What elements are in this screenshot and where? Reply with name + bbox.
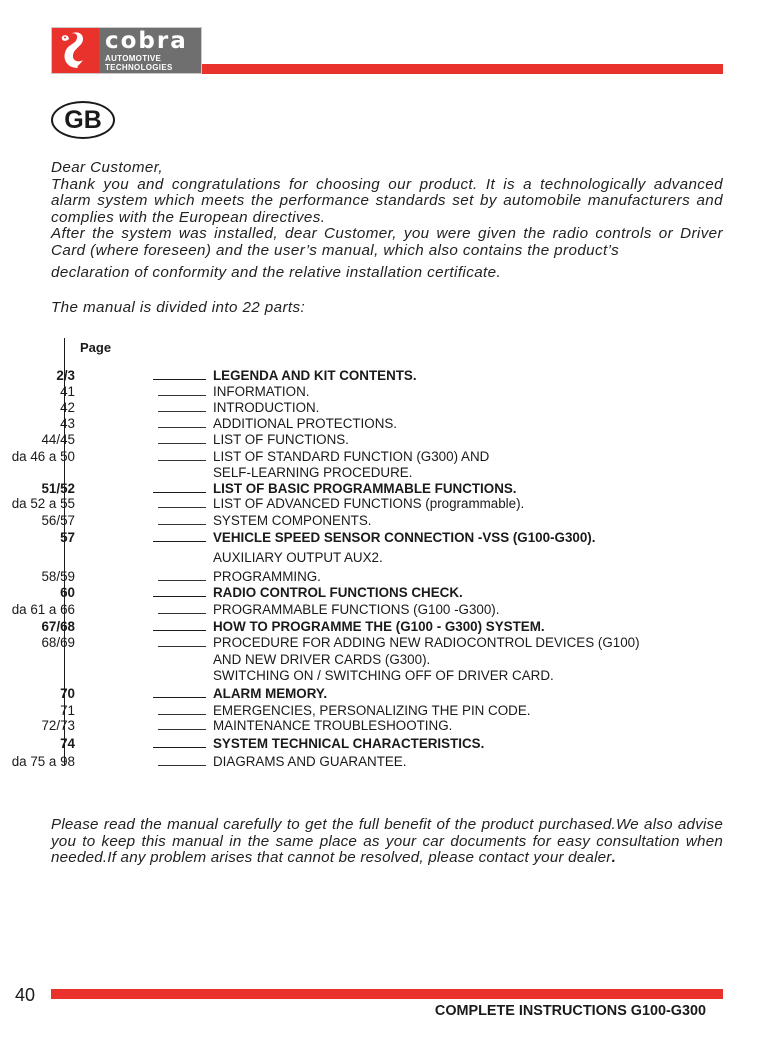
toc-row [0,754,700,769]
toc-row [0,635,700,650]
toc-row [0,465,700,480]
toc-description: RADIO CONTROL FUNCTIONS CHECK. [213,585,463,600]
toc-leader-line [153,630,206,631]
toc-page-ref: 68/69 [41,635,75,650]
toc-row [0,736,700,751]
intro-section [51,160,723,317]
toc-row [0,449,700,464]
toc-leader-line [158,714,206,715]
toc-description: INTRODUCTION. [213,400,320,415]
toc-page-ref: 67/68 [41,619,75,634]
footer-red-bar [51,989,723,999]
toc-row [0,686,700,701]
toc-row [0,496,700,511]
toc-description: LEGENDA AND KIT CONTENTS. [213,368,417,383]
toc-page-ref: 41 [60,384,75,399]
toc-row [0,668,700,683]
outro-end-mark: . [611,849,616,867]
toc-description: SELF-LEARNING PROCEDURE. [213,465,413,480]
toc-description: HOW TO PROGRAMME THE (G100 - G300) SYSTEM. [213,619,545,634]
cobra-logo [51,27,202,74]
toc-leader-line [153,596,206,597]
toc-description: LIST OF ADVANCED FUNCTIONS (programmable). [213,496,525,511]
toc-description: AUXILIARY OUTPUT AUX2. [213,550,383,565]
toc-description: AND NEW DRIVER CARDS (G300). [213,652,431,667]
toc-page-ref: 51/52 [41,481,75,496]
toc-page-ref: 44/45 [41,432,75,447]
parts-statement: The manual is divided into 22 parts: [51,299,306,317]
toc-row [0,652,700,667]
toc-page-ref: 74 [60,736,75,751]
logo-text-panel [99,28,201,73]
toc-page-ref: 58/59 [41,569,75,584]
toc-description: SWITCHING ON / SWITCHING OFF OF DRIVER CARD. [213,668,554,683]
toc-page-ref: 70 [60,686,75,701]
toc-row [0,400,700,415]
toc-description: EMERGENCIES, PERSONALIZING THE PIN CODE. [213,703,531,718]
toc-description: DIAGRAMS AND GUARANTEE. [213,754,407,769]
brand-subtitle-line-2: TECHNOLOGIES [105,63,173,72]
toc-row [0,530,700,545]
toc-description: SYSTEM COMPONENTS. [213,513,372,528]
toc-row [0,432,700,447]
toc-row [0,481,700,496]
intro-paragraph-3: declaration of conformity and the relative installation certificate. [51,263,502,281]
toc-page-ref: 2/3 [56,368,75,383]
toc-leader-line [158,443,206,444]
toc-row [0,513,700,528]
toc-description: LIST OF BASIC PROGRAMMABLE FUNCTIONS. [213,481,517,496]
toc-leader-line [158,765,206,766]
cobra-snake-icon [52,28,99,73]
header-red-bar [202,64,723,74]
toc-leader-line [153,492,206,493]
toc-page-ref: da 52 a 55 [11,496,75,511]
brand-subtitle [105,54,173,72]
brand-subtitle-line-1: AUTOMOTIVE [105,54,162,63]
toc-description: MAINTENANCE TROUBLESHOOTING. [213,718,453,733]
toc-page-ref: 72/73 [41,718,75,733]
toc-description: VEHICLE SPEED SENSOR CONNECTION -VSS (G100-G300). [213,530,596,545]
toc-leader-line [153,697,206,698]
intro-paragraph-2: After the system was installed, dear Customer, you were given the radio controls or Driver Card (where foreseen) and the user’s manual, which also contains the product’s [51,225,723,259]
toc-leader-line [158,427,206,428]
toc-description: ALARM MEMORY. [213,686,328,701]
toc-leader-line [158,460,206,461]
country-badge: GB [51,101,115,139]
toc-row [0,550,700,565]
toc-row [0,384,700,399]
toc-row [0,569,700,584]
toc-leader-line [158,613,206,614]
outro-paragraph [51,817,723,867]
toc-description: PROGRAMMABLE FUNCTIONS (G100 -G300). [213,602,500,617]
toc-row [0,619,700,634]
toc-description: PROGRAMMING. [213,569,321,584]
toc-leader-line [158,729,206,730]
toc-leader-line [153,747,206,748]
brand-name: cobra [105,28,188,54]
toc-leader-line [153,541,206,542]
intro-paragraph-1: Thank you and congratulations for choosing our product. It is a technologically advanced alarm system which meets the performance standards set by automobile manufacturers and complies with the European directives. [51,175,723,226]
toc-leader-line [158,411,206,412]
toc-title: Page [80,340,112,355]
toc-page-ref: 57 [60,530,75,545]
toc-page-ref: 43 [60,416,75,431]
toc-description: LIST OF FUNCTIONS. [213,432,349,447]
page-number: 40 [15,985,36,1005]
toc-page-ref: 42 [60,400,75,415]
outro-text: Please read the manual carefully to get the full benefit of the product purchased.We also advise you to keep this manual in the same place as your car documents for easy consultation when needed.If any problem arises that cannot be resolved, please contact your dealer [51,816,723,867]
toc-description: INFORMATION. [213,384,310,399]
toc-row [0,585,700,600]
greeting: Dear Customer, [51,159,163,176]
toc-description: SYSTEM TECHNICAL CHARACTERISTICS. [213,736,485,751]
toc-page-ref: da 46 a 50 [11,449,75,464]
toc-page-ref: 60 [60,585,75,600]
toc-page-ref: da 75 a 98 [11,754,75,769]
footer-title: COMPLETE INSTRUCTIONS G100-G300 [434,1003,706,1019]
toc-description: LIST OF STANDARD FUNCTION (G300) AND [213,449,490,464]
toc-leader-line [158,507,206,508]
toc-row [0,703,700,718]
toc-leader-line [158,395,206,396]
toc-description: ADDITIONAL PROTECTIONS. [213,416,398,431]
toc-row [0,718,700,733]
toc-page-ref: da 61 a 66 [11,602,75,617]
toc-description: PROCEDURE FOR ADDING NEW RADIOCONTROL DEVICES (G100) [213,635,640,650]
toc-row [0,602,700,617]
toc-leader-line [158,646,206,647]
toc-leader-line [158,580,206,581]
toc-leader-line [153,379,206,380]
toc-row [0,368,700,383]
toc-row [0,416,700,431]
toc-page-ref: 56/57 [41,513,75,528]
toc-leader-line [158,524,206,525]
toc-page-ref: 71 [60,703,75,718]
